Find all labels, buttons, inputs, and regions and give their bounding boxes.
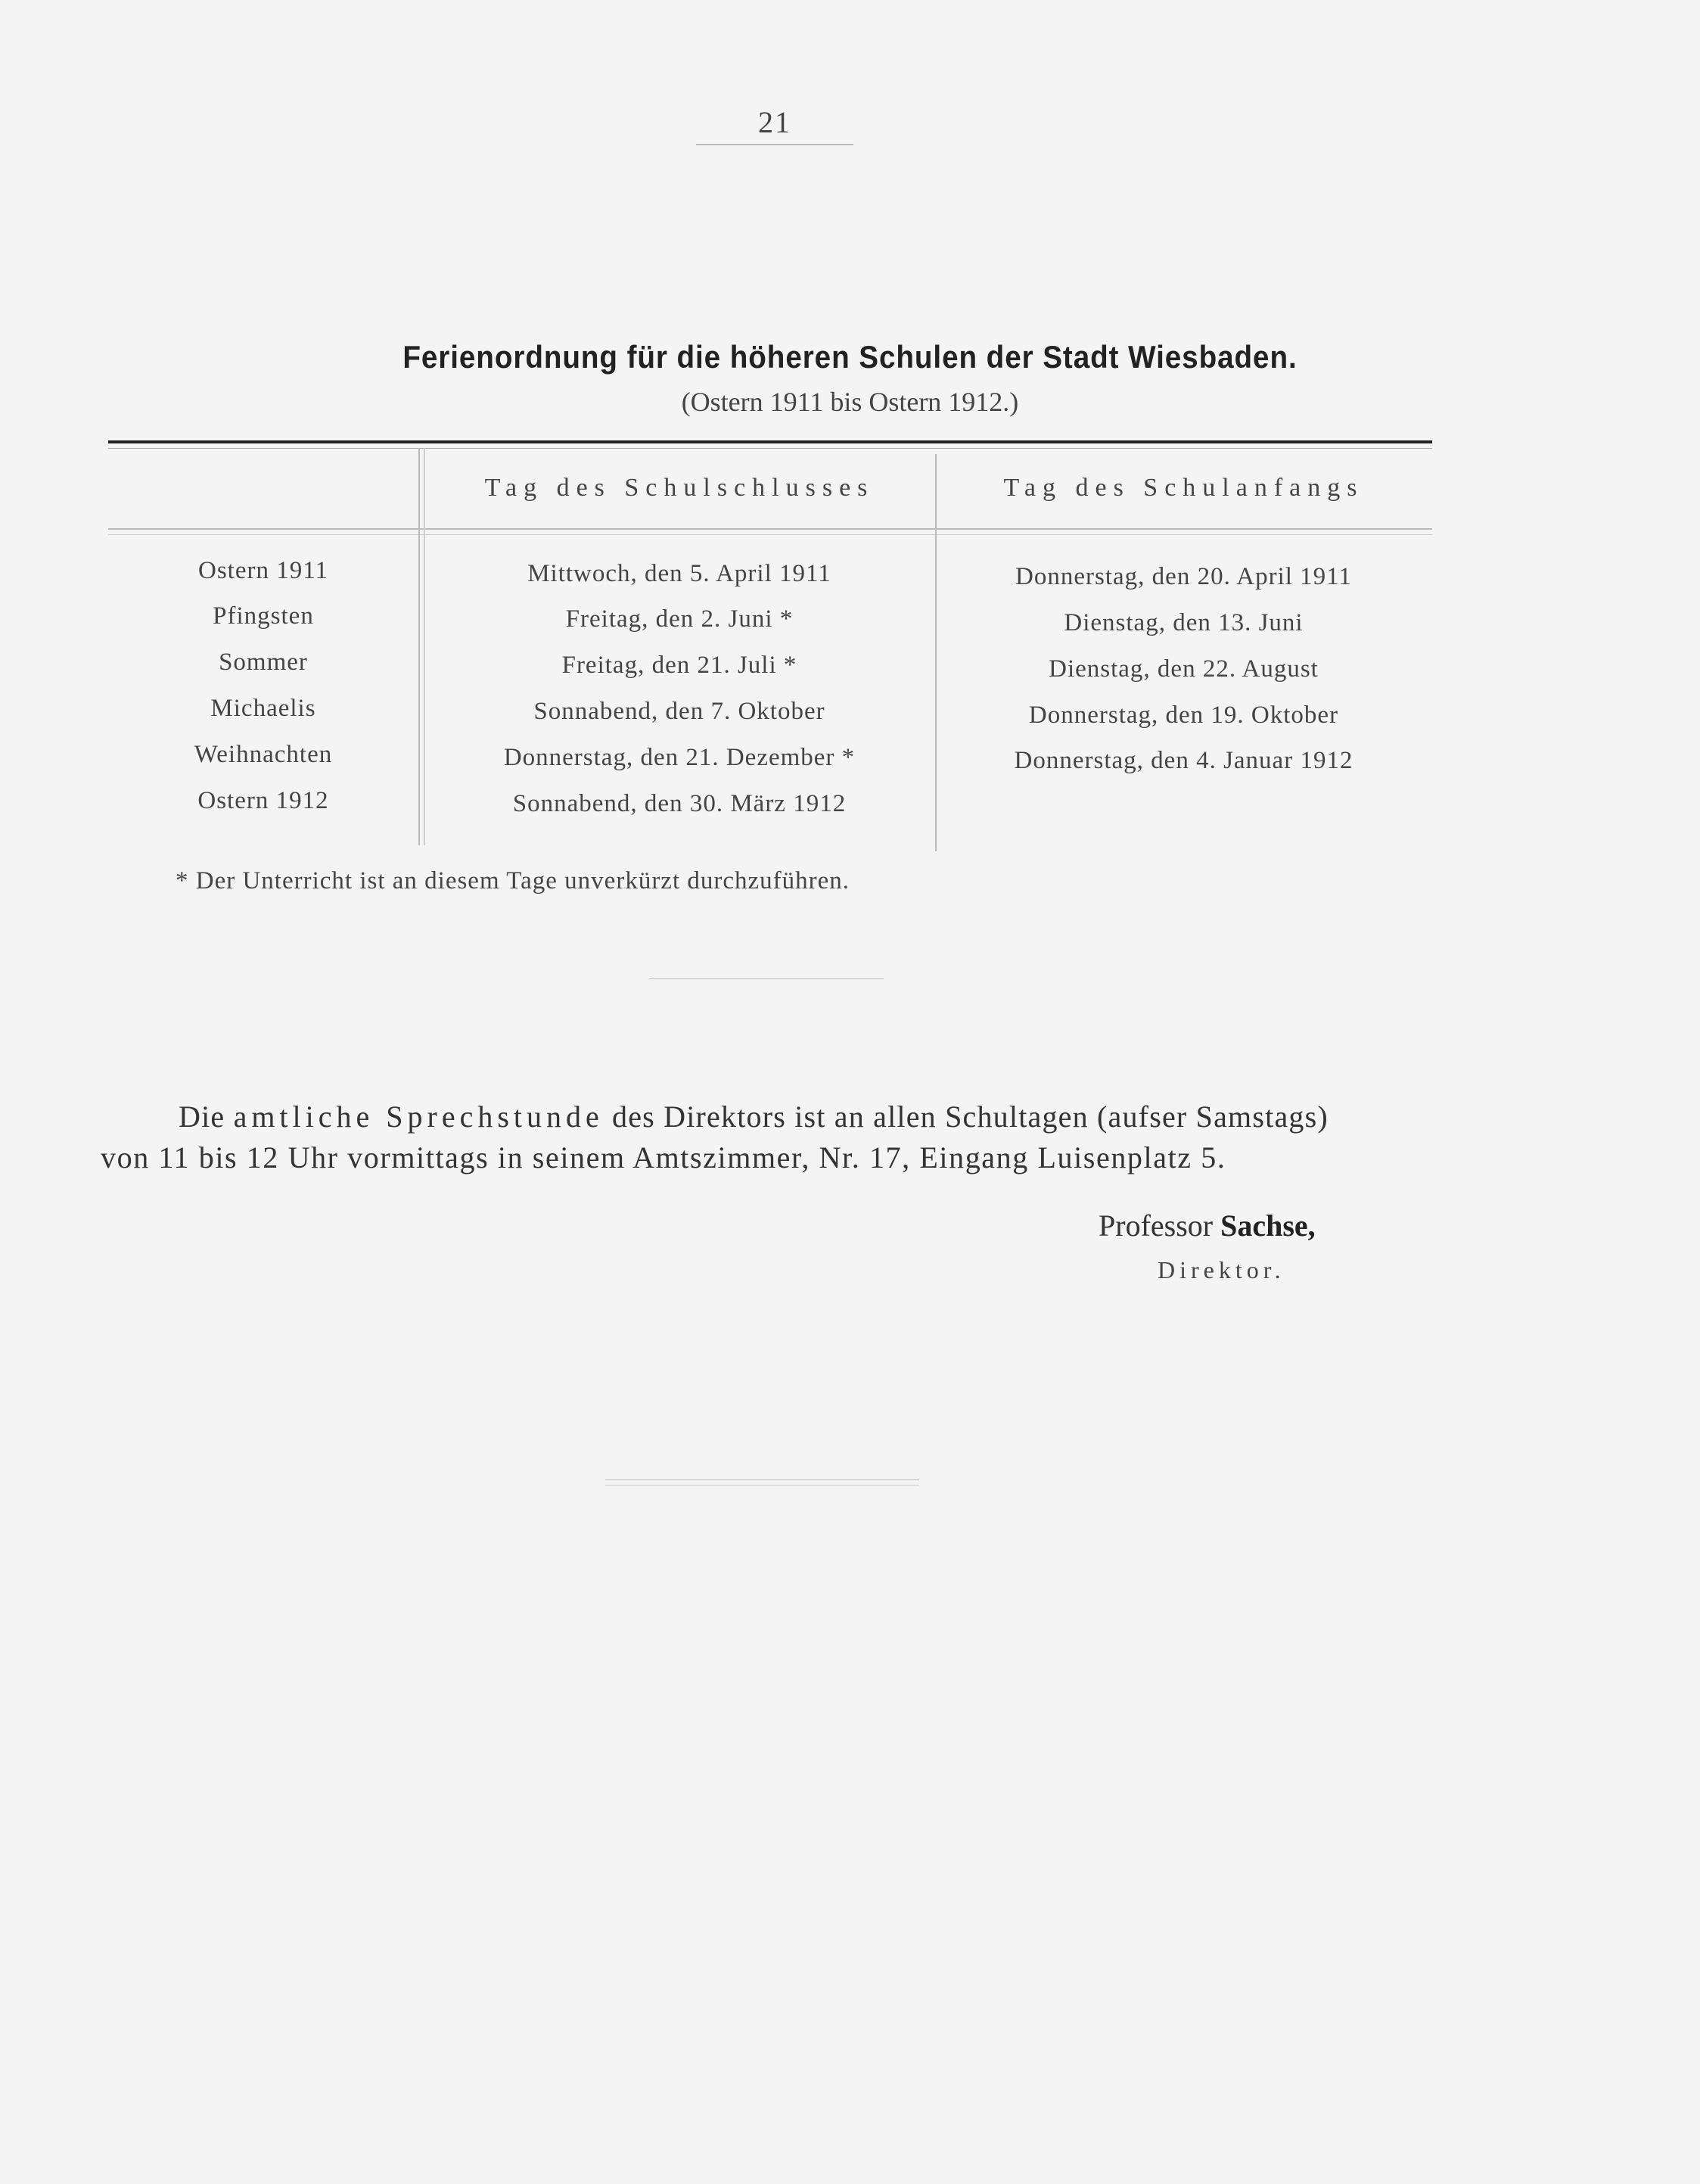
column-divider xyxy=(935,454,937,851)
period-cell: Sommer xyxy=(219,649,308,676)
signature-name: Sachse, xyxy=(1220,1209,1316,1243)
period-cell: Ostern 1911 xyxy=(197,557,328,584)
bottom-divider-secondary xyxy=(605,1485,919,1486)
start-date-cell: Donnerstag, den 20. April 1911 xyxy=(1015,563,1352,590)
table-header-rule xyxy=(108,528,1432,530)
end-date-cell: Sonnabend, den 7. Oktober xyxy=(533,698,825,725)
office-hours-line-1 xyxy=(179,1096,1329,1138)
end-date-cell: Donnerstag, den 21. Dezember * xyxy=(503,744,856,771)
table-top-rule xyxy=(108,440,1432,443)
header-school-start: Tag des Schulanfangs xyxy=(1003,474,1364,502)
office-hours-line-2: von 11 bis 12 Uhr vormittags in seinem Amtszimmer, Nr. 17, Eingang Luisenplatz 5. xyxy=(101,1140,1226,1174)
column-divider xyxy=(424,448,425,845)
document-title: Ferienordnung für die höheren Schulen der Stadt Wiesbaden. xyxy=(402,339,1298,375)
period-cell: Ostern 1912 xyxy=(197,787,329,814)
page-number-rule xyxy=(696,144,853,145)
bottom-divider xyxy=(605,1479,919,1480)
notice-lead: Die xyxy=(179,1100,225,1134)
end-date-cell: Freitag, den 21. Juli * xyxy=(561,652,797,679)
start-date-cell: Dienstag, den 13. Juni xyxy=(1064,609,1304,636)
table-header-rule-secondary xyxy=(108,534,1432,535)
signature-role: Direktor. xyxy=(1158,1256,1285,1283)
signature-title: Professor xyxy=(1099,1209,1214,1243)
period-cell: Michaelis xyxy=(210,695,316,722)
end-date-cell: Freitag, den 2. Juni * xyxy=(565,605,794,633)
period-cell: Weihnachten xyxy=(194,741,333,768)
start-date-cell: Donnerstag, den 4. Januar 1912 xyxy=(1014,747,1353,774)
start-date-cell: Dienstag, den 22. August xyxy=(1049,655,1319,683)
table-top-thin-rule xyxy=(108,448,1432,449)
section-divider xyxy=(649,978,884,979)
period-cell: Pfingsten xyxy=(213,602,314,630)
document-subtitle: (Ostern 1911 bis Ostern 1912.) xyxy=(681,387,1019,417)
column-divider xyxy=(418,448,420,845)
table-footnote: * Der Unterricht ist an diesem Tage unverkürzt durchzuführen. xyxy=(176,867,850,894)
start-date-cell: Donnerstag, den 19. Oktober xyxy=(1028,702,1339,729)
notice-emphasis: amtliche Sprechstunde xyxy=(233,1100,604,1134)
end-date-cell: Sonnabend, den 30. März 1912 xyxy=(512,790,847,817)
notice-rest: des Direktors ist an allen Schultagen (aufser Samstags) xyxy=(612,1100,1329,1134)
header-school-end: Tag des Schulschlusses xyxy=(484,474,875,502)
page-number: 21 xyxy=(758,105,791,139)
signature-line xyxy=(1099,1208,1316,1243)
end-date-cell: Mittwoch, den 5. April 1911 xyxy=(527,560,831,587)
